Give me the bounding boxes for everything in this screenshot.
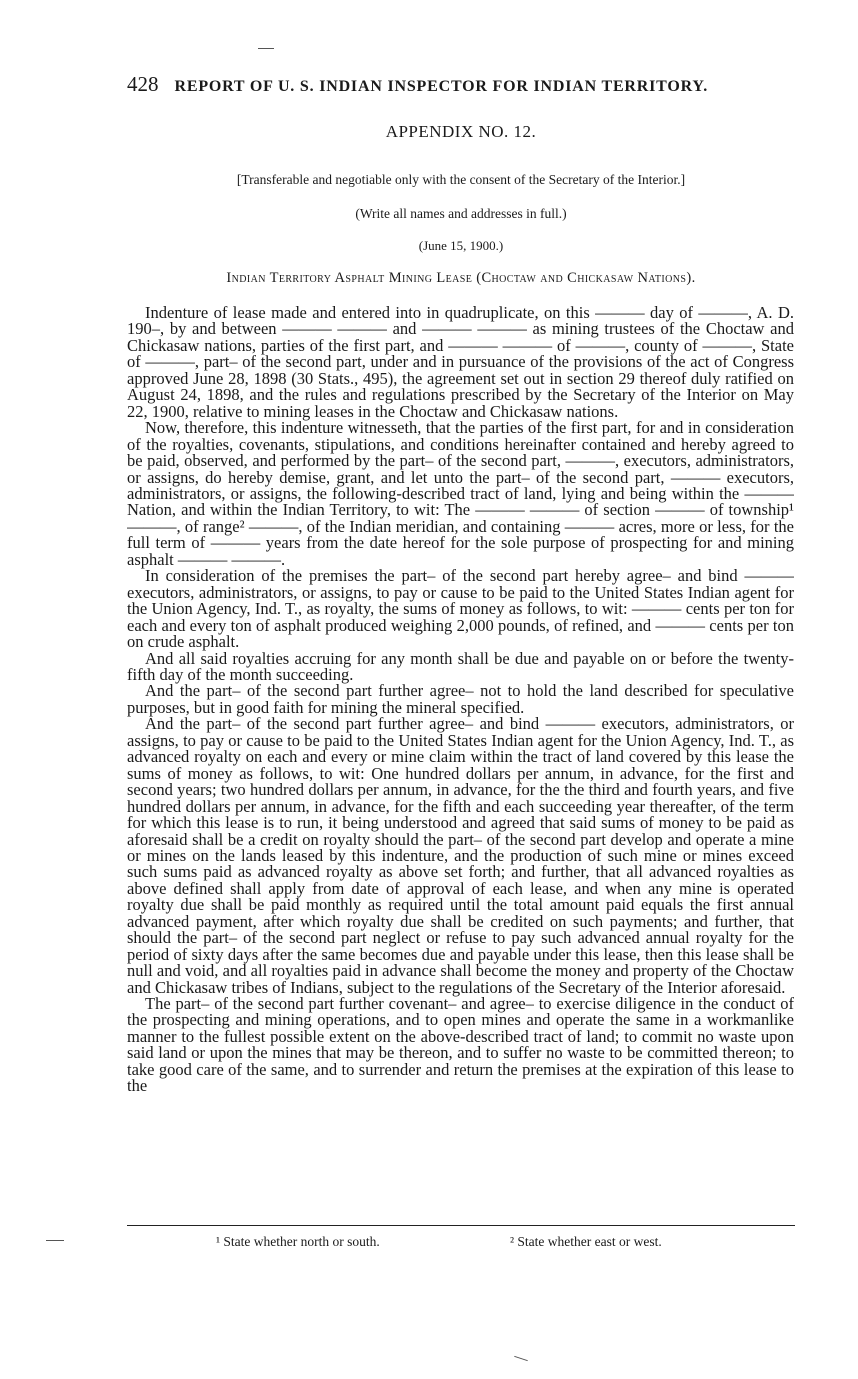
paragraph-speculative: And the part– of the second part further agree– not to hold the land described for speculative purposes, but in good faith for mining the mineral specified. (127, 681, 794, 717)
paragraph-indenture: Indenture of lease made and entered into in quadruplicate, on this ——— day of ———, A. D. 190–, by and between ——— ——— and ——— ——— as mining trustees of the Choctaw and Chickasaw nations, parties of the first part, and ——— ——— of ———, county of ———, State of ———, part– of the second part, under and in pursuance of the provisions of the act of Congress approved June 28, 1898 (30 Stats., 495), the agreement set out in section 29 thereof duly ratified on August 24, 1898, and the rules and regulations prescribed by the Secretary of the Interior on May 22, 1900, relative to mining leases in the Choctaw and Chickasaw nations. (127, 305, 794, 421)
scan-mark (258, 48, 274, 49)
paragraph-payment-due: And all said royalties accruing for any month shall be due and payable on or before the twenty-fifth day of the month succeeding. (127, 648, 794, 684)
lease-title: Indian Territory Asphalt Mining Lease (Choctaw and Chickasaw Nations). (226, 270, 696, 286)
scan-mark (46, 1240, 64, 1241)
date-note: (June 15, 1900.) (418, 238, 504, 253)
paragraph-royalty: In consideration of the premises the part– of the second part hereby agree– and bind ——— executors, administrators, or assigns, to pay or cause to be paid to the United States Indian agent for the Union Agency, Ind. T., as royalty, the sums of money as follows, to wit: ——— cents per ton for each and every ton of asphalt produced weighing 2,000 pounds, of refined, and ——— cents per ton on crude asphalt. (127, 566, 794, 652)
names-note: (Write all names and addresses in full.) (355, 206, 567, 221)
lease-body (127, 305, 794, 1217)
running-title: REPORT OF U. S. INDIAN INSPECTOR FOR INDIAN TERRITORY. (174, 78, 709, 95)
page-header (127, 72, 795, 102)
appendix-heading: APPENDIX NO. 12. (385, 122, 537, 141)
footnote-1: ¹ State whether north or south. (216, 1234, 380, 1249)
paragraph-diligence: The part– of the second part further covenant– and agree– to exercise diligence in the conduct of the prospecting and mining operations, and to open mines and operate the same in a workmanlike manner to the fullest possible extent on the above-described tract of land; to commit no waste upon said land or upon the mines that may be thereon, and to suffer no waste to be committed thereon; to take good care of the same, and to surrender and return the premises at the expiration of this lease to the (127, 994, 794, 1096)
footnote-divider (127, 1225, 795, 1226)
paragraph-witnesseth: Now, therefore, this indenture witnesseth, that the parties of the first part, for and in consideration of the royalties, covenants, stipulations, and conditions hereinafter contained and hereby agreed to be paid, observed, and performed by the part– of the second part, ———, executors, administrators, or assigns, do hereby demise, grant, and let unto the part– of the second part, ——— executors, administrators, or assigns, the following-described tract of land, lying and being within the ——— Nation, and within the Indian Territory, to wit: The ——— ——— of section ——— of township¹ ———, of range² ———, of the Indian meridian, and containing ——— acres, more or less, for the full term of ——— years from the date hereof for the sole purpose of prospecting for and mining asphalt ——— ———. (127, 418, 794, 569)
paragraph-advanced-royalty: And the part– of the second part further agree– and bind ——— executors, administrators, or assigns, to pay or cause to be paid to the United States Indian agent for the Union Agency, Ind. T., as advanced royalty on each and every or mine claim within the tract of land covered by this lease the sums of money as follows, to wit: One hundred dollars per annum, in advance, for the first and second years; two hundred dollars per annum, in advance, for the the third and fourth years, and five hundred dollars per annum, in advance, for the fifth and each succeeding year thereafter, of the term for which this lease is to run, it being understood and agreed that said sums of money to be paid as aforesaid shall be a credit on royalty should the part– of the second part develop and operate a mine or mines on the lands leased by this indenture, and the production of such mine or mines exceed such sums paid as advanced royalty as above set forth; and further, that all advanced royalties as above defined shall apply from date of approval of each lease, and when any mine is operated royalty due shall be paid monthly as required until the total amount paid equals the first annual advanced payment, after which royalty due shall be credited on such payments; and further, that should the part– of the second part neglect or refuse to pay such advanced annual royalty for the period of sixty days after the same becomes due and payable under this lease, then this lease shall be null and void, and all royalties paid in advance shall become the money and property of the Choctaw and Chickasaw tribes of Indians, subject to the regulations of the Secretary of the Interior aforesaid. (127, 714, 794, 997)
page-number: 428 (127, 72, 159, 96)
footnote-2: ² State whether east or west. (510, 1234, 662, 1249)
scan-mark (514, 1356, 528, 1361)
transfer-note: [Transferable and negotiable only with the consent of the Secretary of the Interior.] (236, 172, 686, 187)
